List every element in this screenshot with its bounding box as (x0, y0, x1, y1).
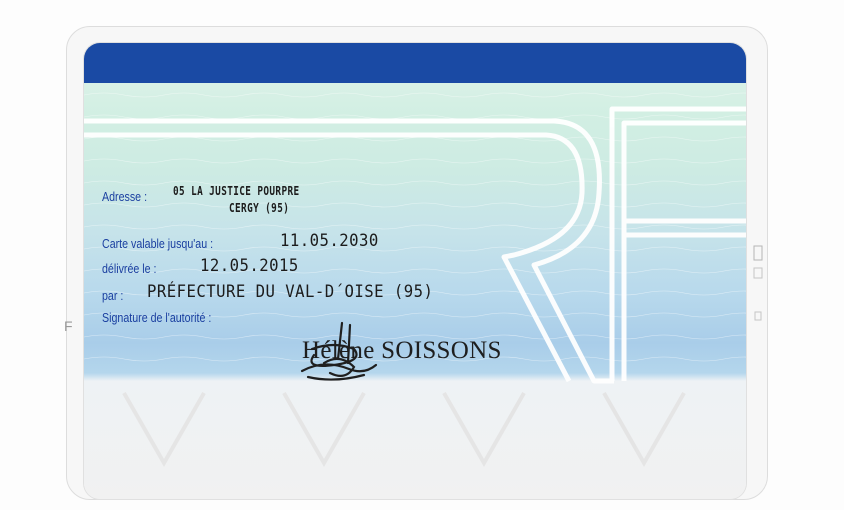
issued-label: délivrée le : (102, 261, 157, 276)
signatory-name: Hélène SOISSONS (302, 337, 502, 364)
id-card-back (84, 43, 746, 499)
issuing-authority-label: par : (102, 288, 124, 303)
scan-edge-artifact-right (752, 238, 766, 328)
address-label: Adresse : (102, 189, 148, 204)
issuing-authority-value: PRÉFECTURE DU VAL-D´OISE (95) (147, 282, 434, 302)
scan-edge-artifact-left: F (64, 318, 73, 334)
address-line-1: 05 LA JUSTICE POURPRE (173, 184, 300, 198)
signature-label: Signature de l'autorité : (102, 310, 212, 325)
valid-until-label: Carte valable jusqu'au : (102, 236, 214, 251)
issued-value: 12.05.2015 (200, 256, 299, 276)
rf-watermark-icon (84, 43, 746, 499)
address-line-2: CERGY (95) (229, 201, 290, 215)
valid-until-value: 11.05.2030 (280, 231, 379, 251)
